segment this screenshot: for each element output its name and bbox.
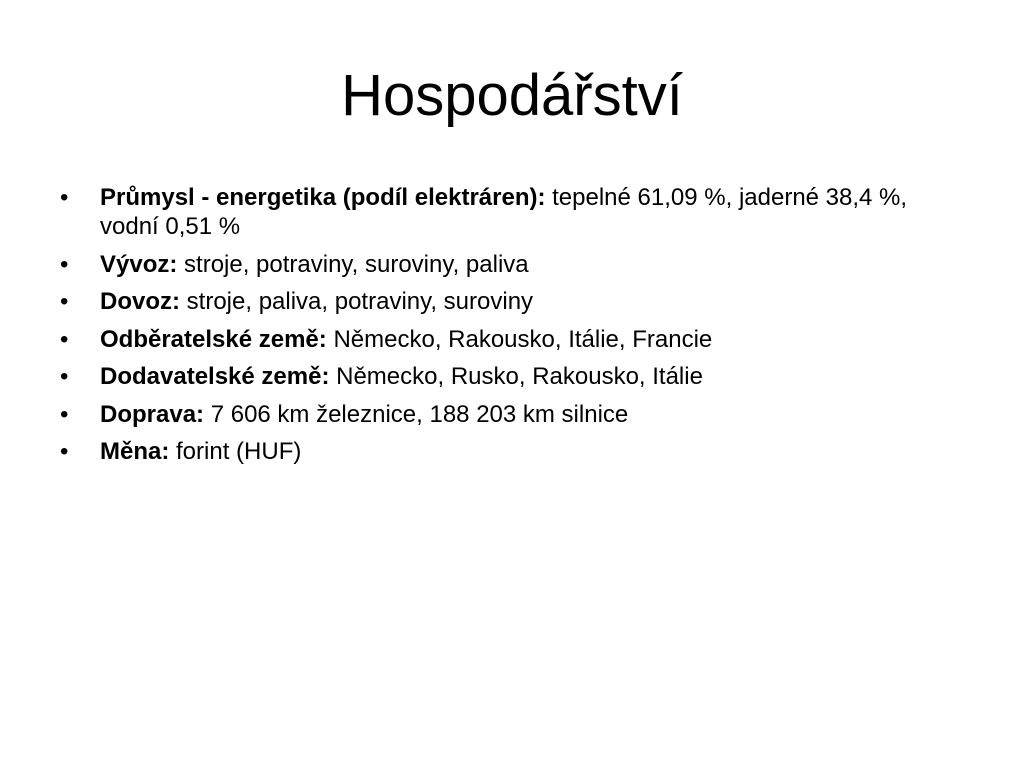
bullet-item-transport [0,400,1024,429]
bullet-icon: • [60,325,69,353]
bullet-item-currency [0,437,1024,466]
bullet-text: 7 606 km železnice, 188 203 km silnice [204,400,629,428]
bullet-label: Dodavatelské země: [100,363,330,390]
bullet-item-import [0,287,1024,316]
bullet-list [0,183,1024,475]
bullet-label: Průmysl - energetika (podíl elektráren): [100,184,546,211]
bullet-item-supplier-countries [0,362,1024,391]
bullet-icon: • [60,288,69,315]
bullet-icon: • [60,400,69,428]
bullet-label: Odběratelské země: [100,325,327,353]
bullet-icon: • [60,363,69,390]
bullet-icon: • [60,438,69,465]
bullet-icon: • [60,184,69,211]
bullet-label: Dovoz: [100,288,180,315]
slide-title: Hospodářství [341,63,683,128]
bullet-text: tepelné 61,09 %, jaderné 38,4 %, vodní 0,51 % [100,184,908,240]
bullet-text: stroje, potraviny, suroviny, paliva [177,250,529,278]
bullet-label: Doprava: [100,400,205,428]
bullet-text: Německo, Rakousko, Itálie, Francie [326,325,713,353]
bullet-text: stroje, paliva, potraviny, suroviny [180,288,534,315]
bullet-text: Německo, Rusko, Rakousko, Itálie [329,363,703,390]
bullet-item-industry [0,183,1024,241]
bullet-item-customer-countries [0,325,1024,354]
bullet-text: forint (HUF) [169,438,302,465]
bullet-item-export [0,250,1024,279]
bullet-icon: • [60,250,69,278]
bullet-label: Vývoz: [100,250,178,278]
bullet-label: Měna: [100,438,170,465]
